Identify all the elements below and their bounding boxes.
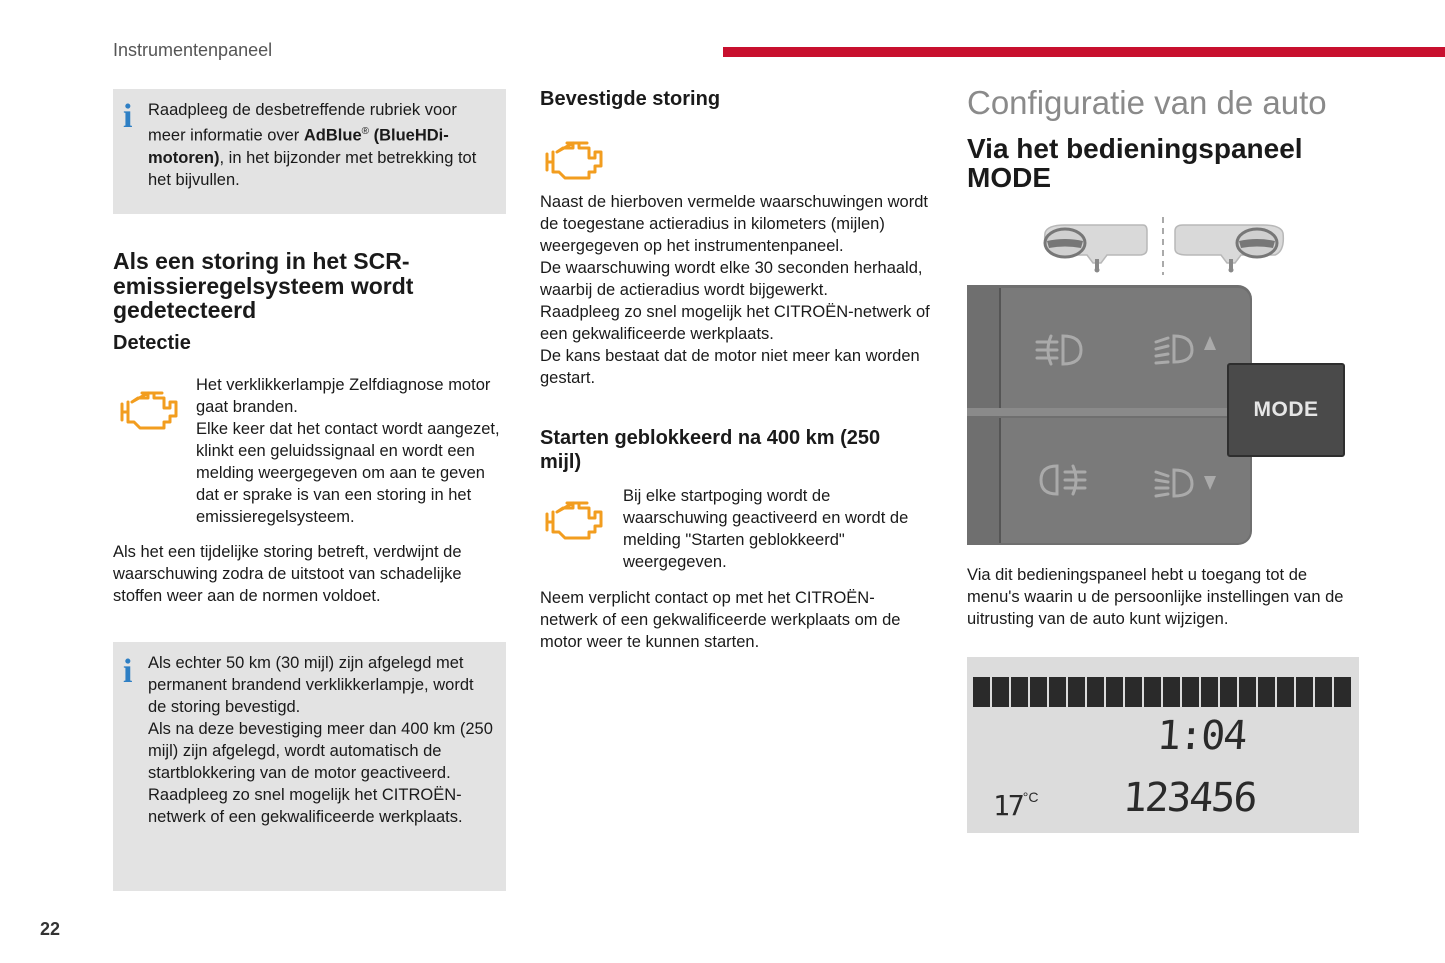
lcd-matrix-row xyxy=(973,677,1351,707)
section-title-scr: Als een storing in het SCR-emissieregelsysteem wordt gedetecteerd xyxy=(113,248,414,323)
mode-button-label: MODE xyxy=(1253,398,1319,421)
lcd-display xyxy=(967,657,1359,833)
lcd-temperature xyxy=(993,789,1038,822)
detection-paragraph: Het verklikkerlampje Zelfdiagnose motor gaat branden. xyxy=(196,376,491,416)
configuration-title: Configuratie van de auto xyxy=(967,84,1327,121)
front-fog-light-icon xyxy=(1031,330,1087,370)
info-text-adblue xyxy=(148,99,493,191)
control-panel xyxy=(967,285,1252,545)
steering-wheel-icon xyxy=(1237,229,1277,257)
info-paragraph: Raadpleeg zo snel mogelijk het CITROËN-netwerk of een gekwalificeerde werkplaats. xyxy=(148,786,463,826)
panel-button-front-fog[interactable] xyxy=(999,288,1126,408)
info-paragraph: Als echter 50 km (30 mijl) zijn afgelegd met permanent brandend verklikkerlampje, wordt de storing bevestigd. xyxy=(148,654,474,716)
info-icon: i xyxy=(123,98,133,135)
panel-button-rear-fog[interactable] xyxy=(999,418,1126,543)
confirmed-paragraph: De waarschuwing wordt elke 30 seconden herhaald, waarbij de actieradius wordt bijgewerkt. xyxy=(540,259,923,299)
engine-warning-icon xyxy=(118,388,182,436)
contact-text: Neem verplicht contact op met het CITROËN-netwerk of een gekwalificeerde werkplaats om de motor weer te kunnen starten. xyxy=(540,589,901,651)
header-accent-bar xyxy=(723,47,1445,57)
registered-mark: ® xyxy=(361,126,370,137)
drive-side-diagram xyxy=(1035,215,1295,277)
detection-title: Detectie xyxy=(113,332,191,354)
confirmed-paragraph: De kans bestaat dat de motor niet meer kan worden gestart. xyxy=(540,347,920,387)
headlamp-beam-icon xyxy=(1152,462,1222,504)
detection-text xyxy=(196,374,506,528)
blocked-start-title: Starten geblokkeerd na 400 km (250 mijl) xyxy=(540,427,881,473)
info-text-part: Raadpleeg de desbetreffende rubriek voor meer informatie over xyxy=(148,101,457,145)
confirmed-paragraph: Raadpleeg zo snel mogelijk het CITROËN-netwerk of een gekwalificeerde werkplaats. xyxy=(540,303,930,343)
mode-button[interactable] xyxy=(1227,363,1345,457)
panel-divider xyxy=(967,408,1252,416)
adblue-term: AdBlue xyxy=(303,126,362,145)
bluehdi-term: (BlueHDi-motoren) xyxy=(148,126,449,167)
info-box-confirmation xyxy=(113,642,506,891)
lcd-temperature-unit: °C xyxy=(1022,789,1039,805)
lcd-odometer: 123456 xyxy=(1121,775,1258,821)
via-panel-title: Via het bedieningspaneel MODE xyxy=(967,133,1303,193)
engine-warning-icon xyxy=(543,498,607,546)
engine-warning-icon xyxy=(543,138,607,186)
info-text-part: , in het bijzonder met betrekking tot het bijvullen. xyxy=(148,148,477,189)
rear-fog-light-icon xyxy=(1035,460,1091,500)
configuration-description: Via dit bedieningspaneel hebt u toegang tot de menu's waarin u de persoonlijke instellingen van de uitrusting van de auto kunt wijzigen. xyxy=(967,566,1344,628)
temporary-fault-text: Als het een tijdelijke storing betreft, verdwijnt de waarschuwing zodra de uitstoot van schadelijke stoffen weer aan de normen voldoet. xyxy=(113,543,462,605)
lcd-clock: 1:04 xyxy=(1155,713,1247,759)
page-number: 22 xyxy=(40,919,61,939)
headlamp-beam-icon xyxy=(1152,328,1222,370)
info-box-adblue xyxy=(113,89,506,214)
info-text-confirmation xyxy=(148,652,493,828)
confirmed-fault-text xyxy=(540,191,935,389)
detection-paragraph: Elke keer dat het contact wordt aangezet, klinkt een geluidssignaal en wordt een melding weergegeven om aan te geven dat er sprake is van een storing in het emissieregelsysteem. xyxy=(196,420,500,526)
info-icon: i xyxy=(123,653,133,690)
blocked-start-text: Bij elke startpoging wordt de waarschuwing geactiveerd en wordt de melding "Starten geblokkeerd" weergegeven. xyxy=(623,487,909,571)
info-paragraph: Als na deze bevestiging meer dan 400 km (250 mijl) zijn afgelegd, wordt automatisch de startblokkering van de motor geactiveerd. xyxy=(148,720,493,782)
running-title: Instrumentenpaneel xyxy=(113,40,273,60)
confirmed-fault-title: Bevestigde storing xyxy=(540,88,721,110)
steering-wheel-icon xyxy=(1045,229,1085,257)
lcd-temperature-value: 17 xyxy=(993,789,1023,822)
confirmed-paragraph: Naast de hierboven vermelde waarschuwingen wordt de toegestane actieradius in kilometers (mijlen) weergegeven op het instrumentenpaneel. xyxy=(540,193,928,255)
